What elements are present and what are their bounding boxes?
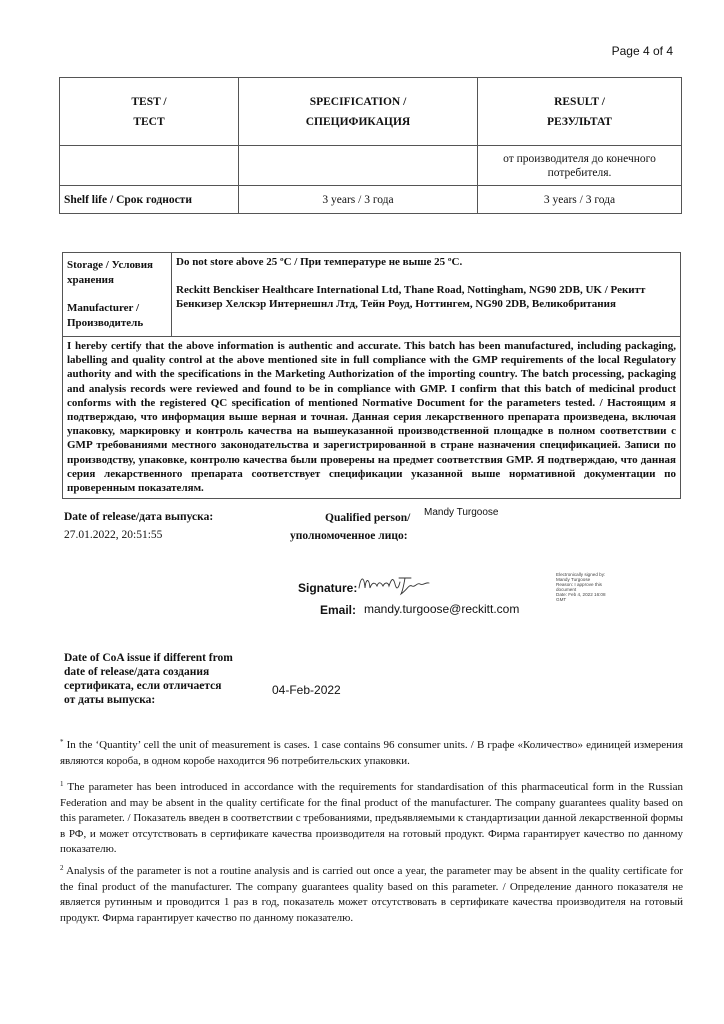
signature-label: Signature: (298, 581, 358, 595)
manufacturer-label: Manufacturer / Производитель (67, 302, 144, 329)
empty-cell (239, 146, 478, 186)
test-results-table (59, 77, 682, 214)
footnote-1 (60, 780, 683, 858)
coa-issue-label: Date of CoA issue if different from date of release/дата создания сертификата, если отличается от даты выпуска: (64, 652, 233, 706)
header-spec-en: SPECIFICATION / (309, 95, 407, 108)
email-label: Email: (320, 603, 357, 617)
email-value: mandy.turgoose@reckitt.com (364, 602, 520, 616)
storage-manufacturer-values (172, 253, 681, 337)
handwritten-signature (355, 570, 435, 598)
storage-label: Storage / Условия хранения (67, 259, 153, 286)
esig-line: Reason: I approve this (556, 582, 602, 587)
footnote-text: Analysis of the parameter is not a routine analysis and is carried out once a year, the parameter may be absent in the quality certificate for the final product of the manufacturer. The company guarantees quality based on this parameter. / Определение данного показателя не является рутинным и проводится 1 раз в год, показатель может отсутствовать в сертификате качества производителя на готовый продукт. Фирма гарантирует качество по данному показателю. (60, 865, 683, 924)
footnote-2 (60, 864, 683, 926)
test-shelf-life: Shelf life / Срок годности (60, 186, 239, 214)
esig-line: Date: Feb 4, 2022 16:08 (556, 592, 606, 597)
footnote-marker: 1 (60, 780, 64, 788)
header-test-ru: ТЕСТ (133, 115, 165, 128)
header-result-en: RESULT / (554, 95, 605, 108)
footnote-text: In the ‘Quantity’ cell the unit of measurement is cases. 1 case contains 96 consumer units. / В графе «Количество» единицей измерения являются короба, в одном коробе находится 96 потребительских упаковки. (60, 739, 684, 767)
header-test-en: TEST / (131, 95, 167, 108)
empty-cell (60, 146, 239, 186)
certification-statement: I hereby certify that the above information is authentic and accurate. This batch has been manufactured, including packaging, labelling and quality control at the above mentioned site in full compliance with the GMP requirements of the local Regulatory authority and with the specifications in the Marketing Authorization of the importing country. The batch processing, packaging and analysis records were reviewed and found to be in compliance with GMP. I confirm that this batch of medicinal product conforms with the registered QC specification of mentioned Normative Document for the parameters tested. / Настоящим я подтверждаю, что информация выше верная и точная. Данная серия лекарственного препарата произведена, включая упаковку, маркировку и контроль качества на вышеуказанной производственной площадке в полном соответствии с GMP требованиями местного законодательства и зарегистрированной в стране назначения спецификацией. Записи по производству, упаковке, контролю качества были проверены на предмет соответствия GMP. Я подтверждаю, что данная серия лекарственного препарата соответствует спецификации указанной выше нормативной документации по проверенным показателям. (63, 337, 681, 499)
storage-value: Do not store above 25 ºC / При температуре не выше 25 ºC. (176, 256, 463, 268)
header-test (60, 78, 239, 146)
result-shelf-life: 3 years / 3 года (478, 186, 682, 214)
svg-text:Mandy Turgoose: Mandy Turgoose (355, 570, 362, 571)
esig-line: Electronically signed by: (556, 572, 606, 577)
release-date-label: Date of release/дата выпуска: (64, 511, 214, 523)
page-number: Page 4 of 4 (611, 44, 673, 58)
esig-line: GMT (556, 597, 567, 602)
result-continuation: от производителя до конечного потребителя. (478, 146, 682, 186)
footnote-text: The parameter has been introduced in accordance with the requirements for standardisation of this pharmaceutical form in the Russian Federation and may be absent in the quality certificate for the final product of the manufacturer. The company guarantees quality based on this parameter. / Показатель введен в соответствии с требованиями, предъявляемыми к стандартизации данной лекарственной формы в РФ, и может отсутствовать в сертификате качества производителя на готовый продукт. Фирма гарантирует качество по данному показателю. (60, 781, 683, 855)
header-specification (239, 78, 478, 146)
header-result (478, 78, 682, 146)
table-row (60, 146, 682, 186)
esig-line: document (556, 587, 577, 592)
footnote-marker: 2 (60, 864, 64, 872)
qualified-person-name: Mandy Turgoose (424, 507, 499, 518)
qualified-person-label: Qualified person/ (325, 512, 411, 524)
batch-info-table (62, 252, 681, 499)
footnote-marker: * (60, 738, 64, 746)
authorized-person-label: уполномоченное лицо: (290, 530, 408, 542)
manufacturer-value: Reckitt Benckiser Healthcare International Ltd, Thane Road, Nottingham, NG90 2DB, UK / Рекитт Бенкизер Хелскэр Интернешнл Лтд, Тейн Роуд, Ноттингем, NG90 2DB, Великобритания (176, 284, 646, 310)
header-spec-ru: СПЕЦИФИКАЦИЯ (305, 115, 411, 128)
spec-shelf-life: 3 years / 3 года (239, 186, 478, 214)
footnote-star (60, 738, 683, 769)
coa-issue-date: 04-Feb-2022 (272, 683, 341, 697)
header-result-ru: РЕЗУЛЬТАТ (547, 115, 612, 128)
electronic-signature-note (556, 572, 626, 602)
esig-line: Mandy Turgoose (556, 577, 591, 582)
table-row (60, 186, 682, 214)
release-date-value: 27.01.2022, 20:51:55 (64, 529, 163, 541)
storage-manufacturer-labels (63, 253, 172, 337)
